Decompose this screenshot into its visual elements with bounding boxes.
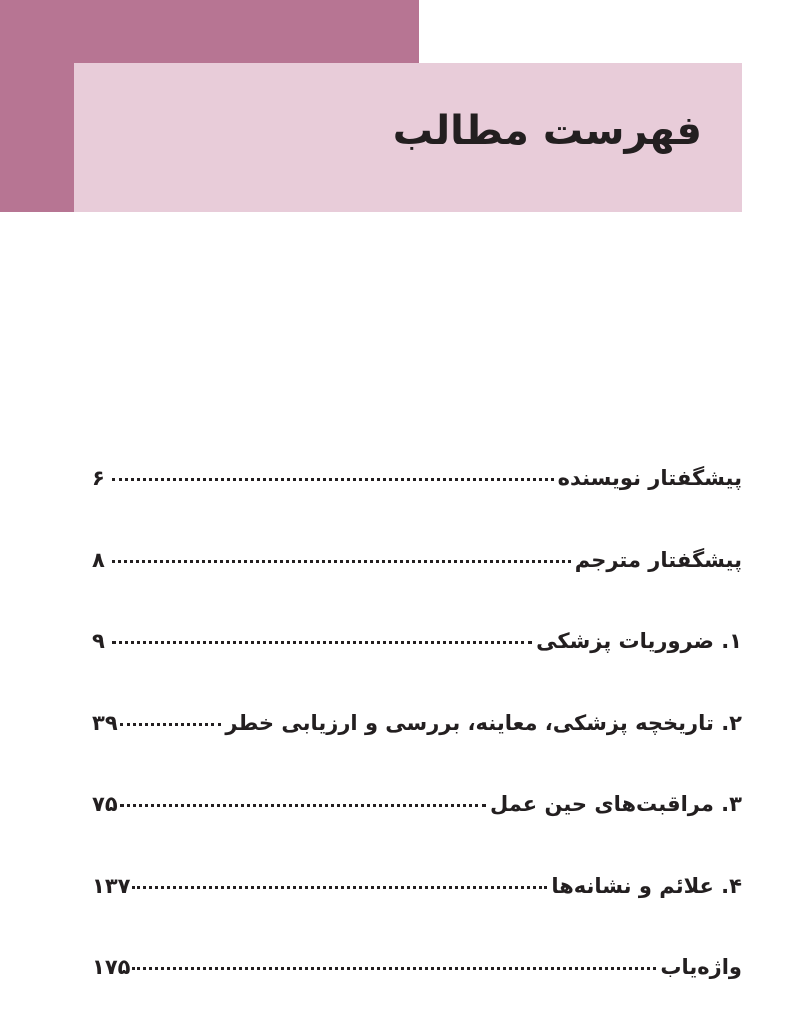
toc-dot-leader (120, 723, 222, 726)
toc-page-number: ۳۹ (92, 710, 118, 735)
toc-dot-leader (132, 967, 656, 970)
toc-dot-leader (112, 560, 571, 563)
toc-entry-label: واژه‌یاب (660, 955, 742, 979)
toc-page-number: ۹ (92, 629, 105, 653)
toc-page-number: ۱۳۷ (92, 873, 131, 898)
toc-page-number: ۱۷۵ (92, 955, 131, 979)
toc-page-number: ۷۵ (92, 792, 118, 816)
toc-page-number: ۶ (92, 466, 105, 490)
toc-entry-chapter-1[interactable] (92, 613, 742, 695)
toc-dot-leader (112, 478, 554, 481)
table-of-contents (92, 450, 742, 1021)
toc-entry-chapter-3[interactable] (92, 776, 742, 858)
toc-dot-leader (132, 886, 547, 889)
toc-entry-label: ۱. ضروریات پزشکی (536, 629, 742, 653)
toc-dot-leader (120, 804, 486, 807)
toc-entry-chapter-4[interactable] (92, 858, 742, 940)
toc-entry-label: ۴. علائم و نشانه‌ها (551, 873, 742, 898)
toc-dot-leader (112, 641, 532, 644)
toc-page-number: ۸ (92, 547, 105, 572)
toc-entry-label: ۳. مراقبت‌های حین عمل (489, 792, 742, 816)
toc-entry-index[interactable] (92, 939, 742, 1021)
toc-entry-label: پیشگفتار مترجم (574, 547, 742, 572)
toc-entry-label: پیشگفتار نویسنده (557, 466, 742, 490)
title-banner (74, 63, 742, 212)
toc-entry-translator-preface[interactable] (92, 532, 742, 614)
toc-entry-author-preface[interactable] (92, 450, 742, 532)
toc-entry-label: ۲. تاریخچه پزشکی، معاینه، بررسی و ارزیابی خطر (225, 710, 742, 735)
page-title: فهرست مطالب (392, 108, 702, 154)
toc-entry-chapter-2[interactable] (92, 695, 742, 777)
